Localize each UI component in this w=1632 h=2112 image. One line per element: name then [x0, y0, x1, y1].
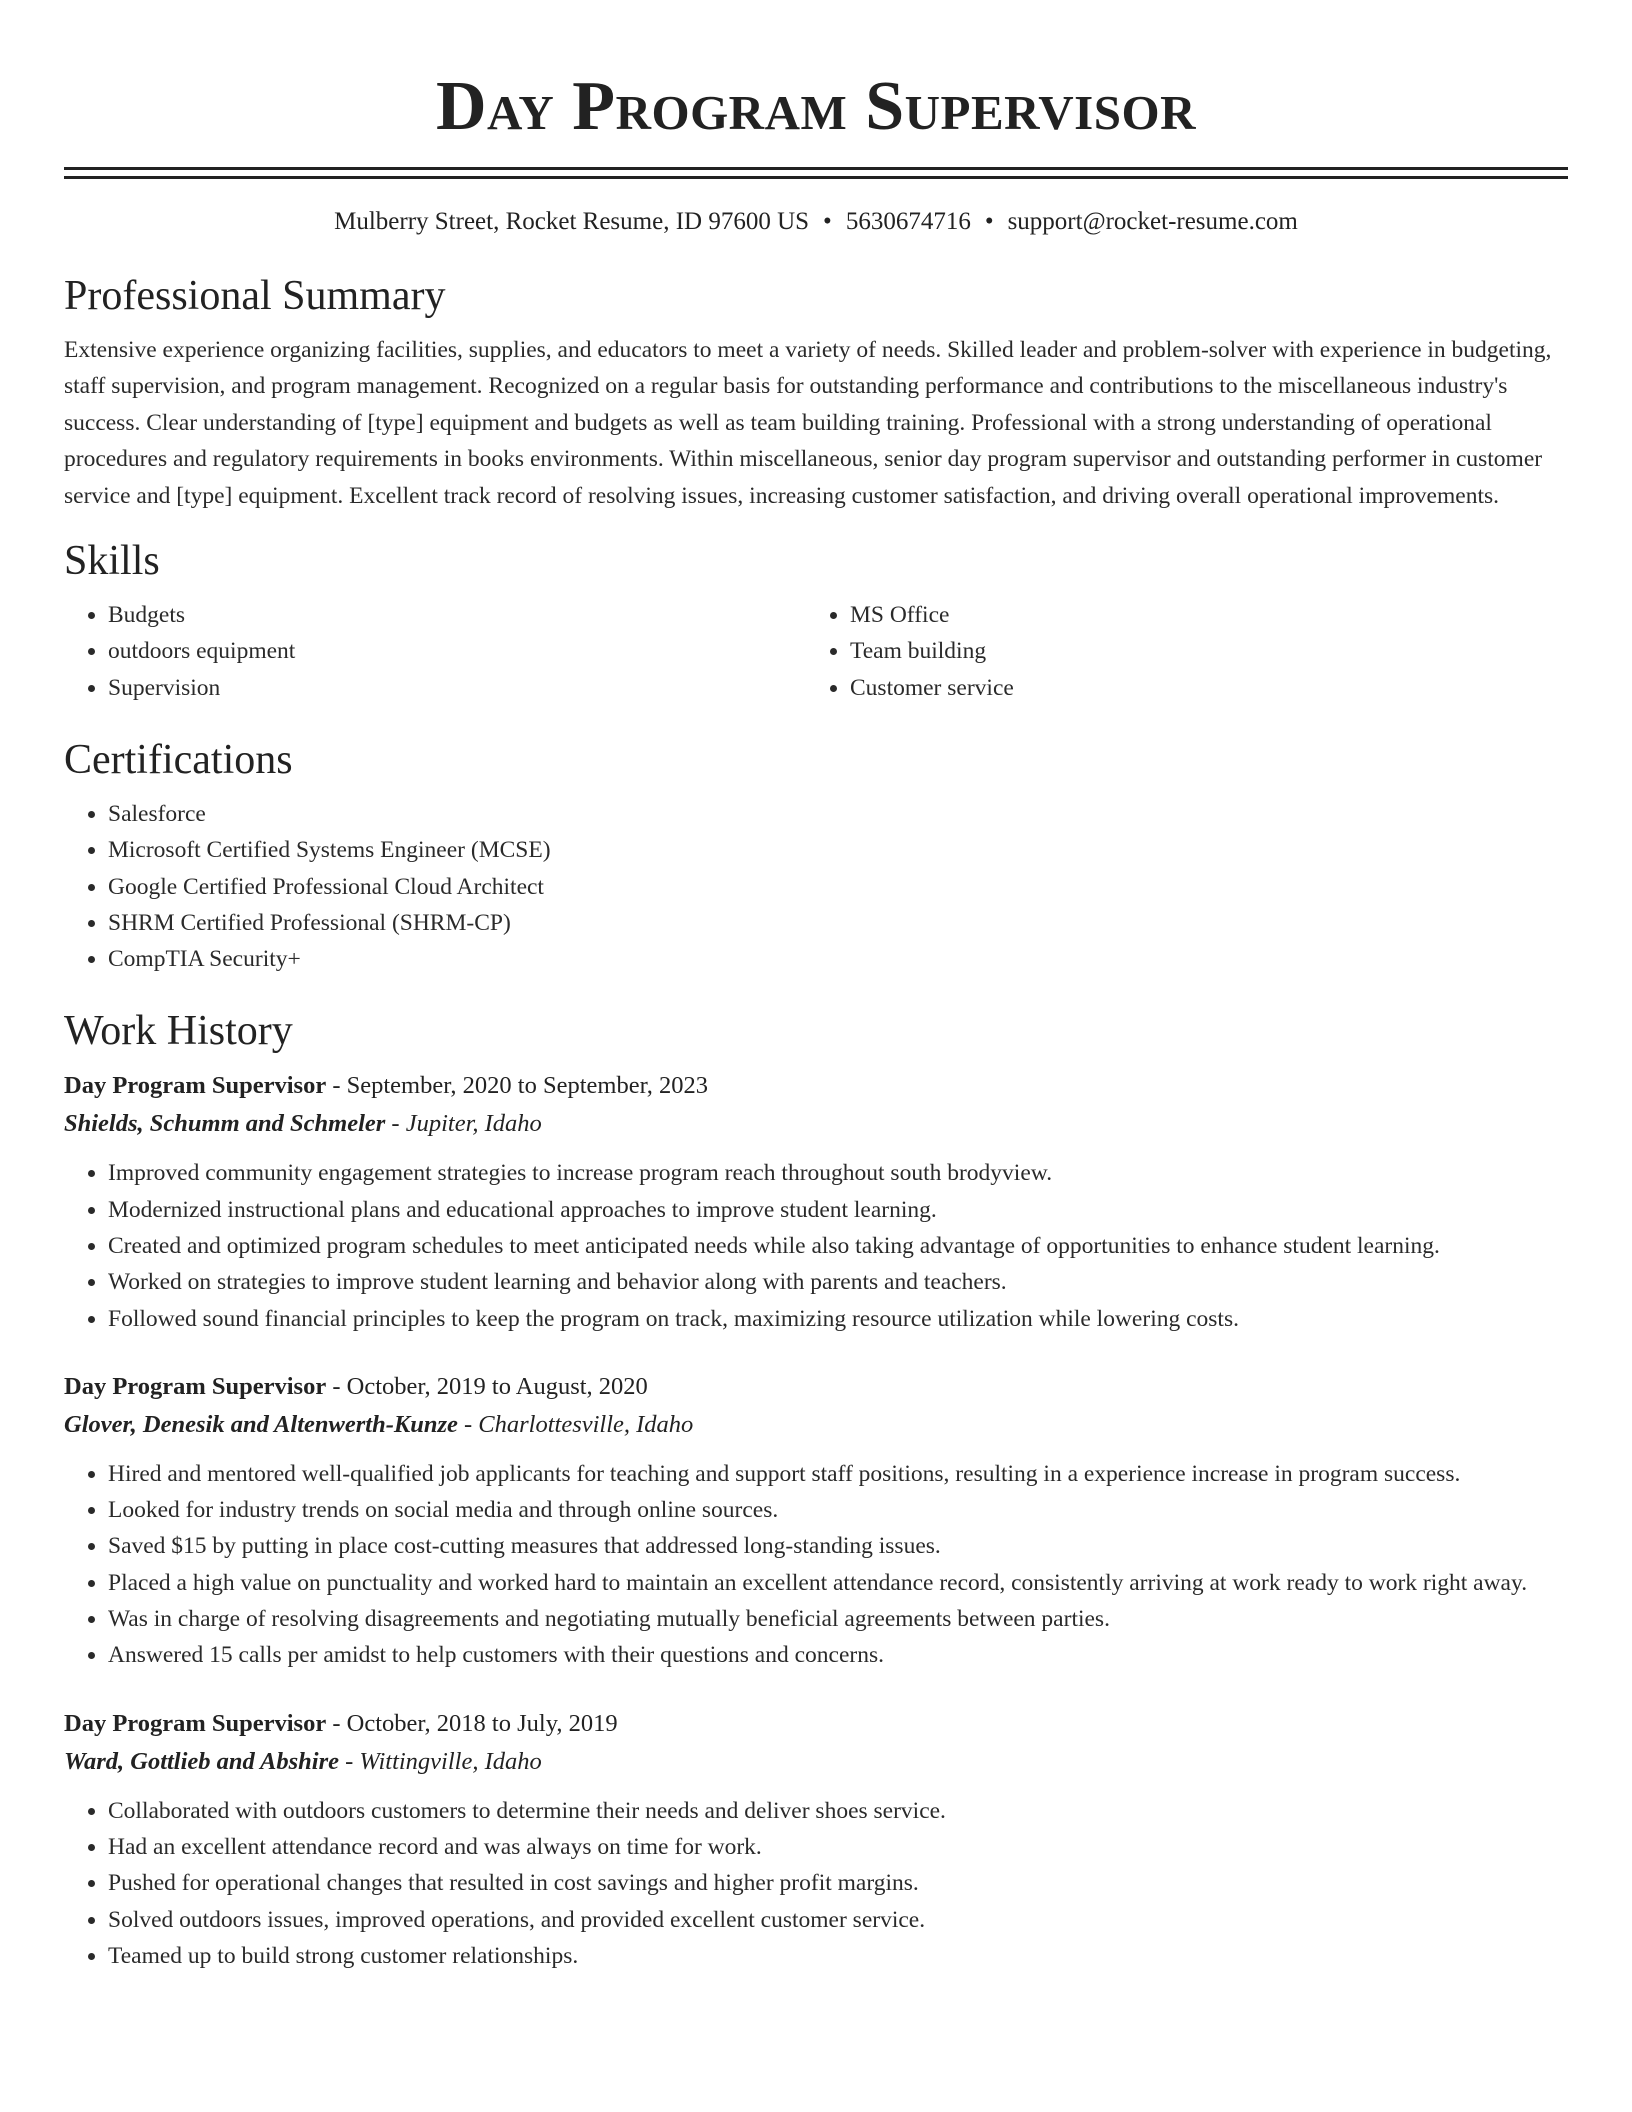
job-company: Glover, Denesik and Altenwerth-Kunze — [64, 1410, 458, 1438]
certification-item: • Salesforce — [108, 796, 1568, 832]
certifications-heading: Certifications — [64, 736, 293, 783]
skill-item: • Budgets — [108, 597, 806, 633]
job-bullets — [64, 1793, 1568, 1974]
skill-item: • Supervision — [108, 670, 806, 706]
job-bullet: • Answered 15 calls per amidst to help customers with their questions and concerns. — [108, 1637, 1568, 1673]
skills-column-right — [806, 597, 1548, 706]
job-company: Ward, Gottlieb and Abshire — [64, 1747, 339, 1775]
skills-column-left — [64, 597, 806, 706]
work-history-heading: Work History — [64, 1008, 293, 1055]
job-company: Shields, Schumm and Schmeler — [64, 1110, 386, 1138]
resume-page — [64, 0, 1568, 1974]
job-location: - Wittingville, Idaho — [338, 1747, 542, 1775]
skills-grid — [64, 597, 1568, 706]
job-bullet: • Followed sound financial principles to keep the program on track, maximizing resource utilization while lowering costs. — [108, 1301, 1568, 1337]
job-bullet: • Solved outdoors issues, improved operations, and provided excellent customer service. — [108, 1902, 1568, 1938]
contact-address: Mulberry Street, Rocket Resume, ID 97600 US — [334, 208, 810, 235]
title-rule-bottom — [64, 176, 1568, 179]
job-bullet: • Teamed up to build strong customer relationships. — [108, 1938, 1568, 1974]
contact-separator: • — [823, 208, 832, 235]
contact-line — [64, 207, 1568, 237]
job-bullet: • Modernized instructional plans and educational approaches to improve student learning. — [108, 1192, 1568, 1228]
job-company-line — [64, 1105, 1568, 1143]
job-bullet: • Had an excellent attendance record and was always on time for work. — [108, 1829, 1568, 1865]
summary-heading: Professional Summary — [64, 273, 446, 319]
summary-text: Extensive experience organizing facilities, supplies, and educators to meet a variety of needs. Skilled leader and problem-solver with experience in budgeting, staff supervision, and program management. Recognized on a regular basis for outstanding performance and contributions to the miscellaneous industry's success. Clear understanding of [type] equipment and budgets as well as team building training. Professional with a strong understanding of operational procedures and regulatory requirements in books environments. Within miscellaneous, senior day program supervisor and outstanding performer in customer service and [type] equipment. Excellent track record of resolving issues, increasing customer satisfaction, and driving overall operational improvements. — [64, 337, 1552, 509]
job-role: Day Program Supervisor — [64, 1709, 327, 1737]
job-location: - Jupiter, Idaho — [385, 1110, 542, 1138]
job-role: Day Program Supervisor — [64, 1072, 327, 1100]
job-bullet: • Improved community engagement strategies to increase program reach throughout south brodyview. — [108, 1155, 1568, 1191]
title-rule-top — [64, 167, 1568, 170]
job-bullet: • Hired and mentored well-qualified job applicants for teaching and support staff positions, resulting in a experience increase in program success. — [108, 1456, 1568, 1492]
skill-item: • Team building — [850, 633, 1548, 669]
certification-item: • SHRM Certified Professional (SHRM-CP) — [108, 905, 1568, 941]
job-bullet: • Pushed for operational changes that resulted in cost savings and higher profit margins. — [108, 1865, 1568, 1901]
contact-phone: 5630674716 — [845, 208, 971, 235]
skill-item: • Customer service — [850, 670, 1548, 706]
job-bullets — [64, 1456, 1568, 1674]
job-company-line — [64, 1406, 1568, 1444]
job-bullet: • Placed a high value on punctuality and worked hard to maintain an excellent attendance record, consistently arriving at work ready to work right away. — [108, 1565, 1568, 1601]
job-bullet: • Looked for industry trends on social media and through online sources. — [108, 1492, 1568, 1528]
job-dates: - October, 2018 to July, 2019 — [326, 1709, 618, 1737]
skills-list-right — [806, 597, 1548, 706]
job-location: - Charlottesville, Idaho — [457, 1410, 694, 1438]
job-bullet: • Was in charge of resolving disagreements and negotiating mutually beneficial agreements between parties. — [108, 1601, 1568, 1637]
contact-email: support@rocket-resume.com — [1007, 208, 1298, 235]
job-entry — [64, 1368, 1568, 1674]
job-title-line — [64, 1067, 1568, 1105]
job-dates: - September, 2020 to September, 2023 — [326, 1072, 709, 1100]
job-bullet: • Saved $15 by putting in place cost-cutting measures that addressed long-standing issues. — [108, 1528, 1568, 1564]
job-company-line — [64, 1743, 1568, 1781]
job-title-line — [64, 1368, 1568, 1406]
job-bullets — [64, 1155, 1568, 1336]
job-entry — [64, 1705, 1568, 1974]
job-bullet: • Collaborated with outdoors customers to determine their needs and deliver shoes service. — [108, 1793, 1568, 1829]
job-entry — [64, 1067, 1568, 1336]
job-dates: - October, 2019 to August, 2020 — [326, 1372, 648, 1400]
skill-item: • outdoors equipment — [108, 633, 806, 669]
certifications-list — [64, 796, 1568, 977]
job-title-line — [64, 1705, 1568, 1743]
skills-heading: Skills — [64, 538, 160, 585]
skills-list-left — [64, 597, 806, 706]
certification-item: • Microsoft Certified Systems Engineer (MCSE) — [108, 832, 1568, 868]
job-bullet: • Worked on strategies to improve student learning and behavior along with parents and teachers. — [108, 1264, 1568, 1300]
job-bullet: • Created and optimized program schedules to meet anticipated needs while also taking advantage of opportunities to enhance student learning. — [108, 1228, 1568, 1264]
certification-item: • Google Certified Professional Cloud Architect — [108, 869, 1568, 905]
skill-item: • MS Office — [850, 597, 1548, 633]
certification-item: • CompTIA Security+ — [108, 941, 1568, 977]
contact-separator: • — [984, 208, 994, 235]
resume-title: Day Program Supervisor — [435, 68, 1197, 145]
job-role: Day Program Supervisor — [64, 1372, 327, 1400]
